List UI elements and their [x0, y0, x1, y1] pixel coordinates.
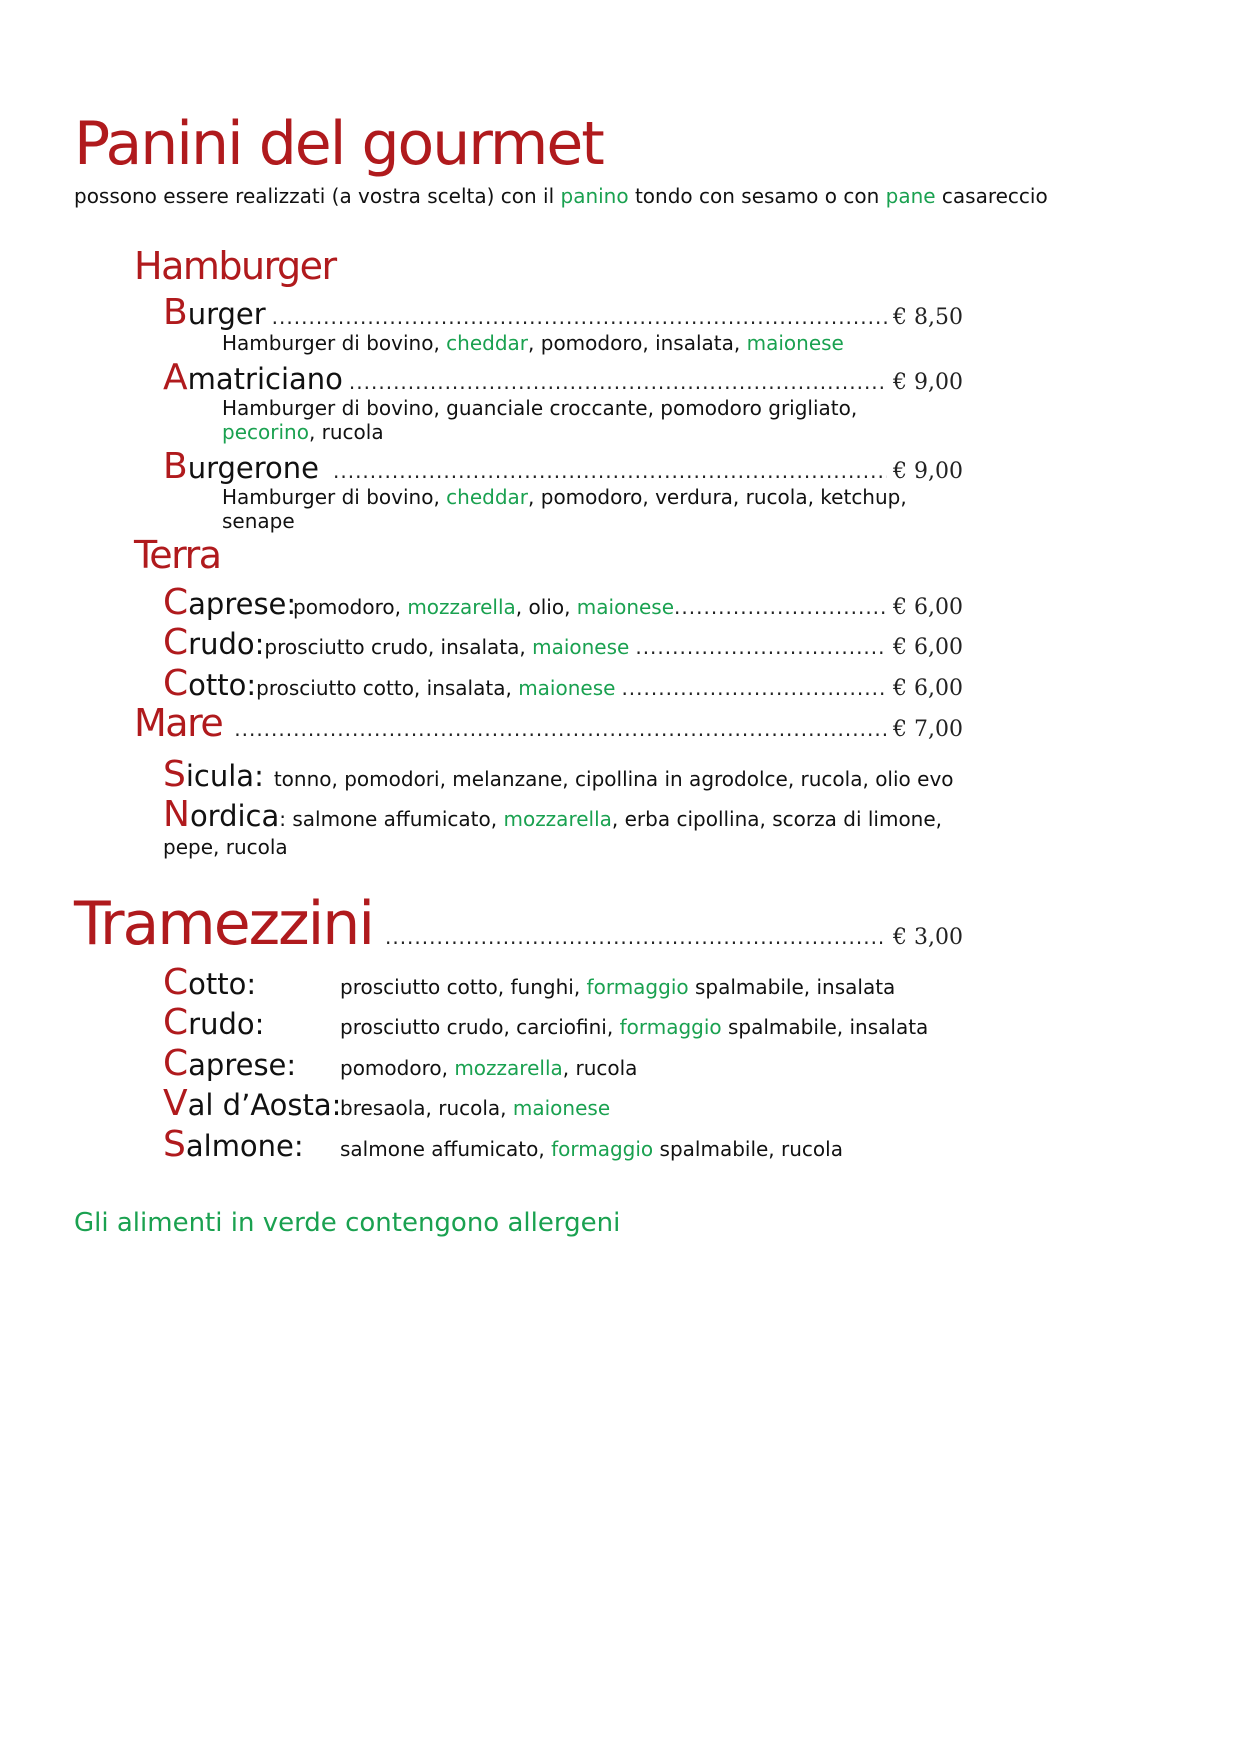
desc-text: , rucola: [562, 1056, 638, 1080]
item-initial: B: [163, 292, 188, 333]
desc-line: [222, 420, 857, 444]
desc-text: : salmone affumicato,: [279, 807, 504, 831]
item-name-rest: ordica: [189, 799, 280, 833]
section-title-mare: Mare: [134, 701, 223, 745]
subtitle-text: tondo con sesamo o con: [628, 184, 886, 208]
item-price: € 9,00: [893, 459, 963, 484]
item-name: [163, 1043, 340, 1084]
desc-text: prosciutto cotto, insalata,: [256, 676, 519, 700]
item-name: [163, 794, 279, 835]
desc-allergen: formaggio: [586, 975, 689, 999]
menu-item-cotto: [163, 663, 963, 704]
item-description: [340, 975, 895, 999]
dot-leader: [333, 459, 887, 483]
menu-item-burger: [163, 292, 963, 333]
desc-allergen: maionese: [518, 676, 616, 700]
item-price: € 7,00: [893, 717, 963, 742]
item-initial: C: [163, 663, 189, 704]
item-description: tonno, pomodori, melanzane, cipollina in agrodolce, rucola, olio evo: [273, 767, 954, 791]
item-description: [340, 1096, 610, 1120]
desc-text: spalmabile, insalata: [688, 975, 896, 999]
item-description-cont: pepe, rucola: [163, 835, 288, 859]
allergen-note: Gli alimenti in verde contengono allergeni: [74, 1208, 621, 1238]
item-name-rest: otto:: [188, 967, 257, 1001]
item-price: € 9,00: [893, 370, 963, 395]
item-description: [222, 331, 844, 355]
desc-text: , rucola: [308, 420, 384, 444]
dot-leader: [385, 925, 887, 949]
subtitle-allergen: panino: [560, 184, 629, 208]
desc-text: prosciutto crudo, insalata,: [264, 635, 533, 659]
item-name: [163, 582, 297, 623]
item-name: [163, 962, 340, 1003]
desc-line: Hamburger di bovino, guanciale croccante, pomodoro grigliato,: [222, 396, 858, 420]
subtitle-text: possono essere realizzati (a vostra scelta) con il: [74, 184, 561, 208]
item-price: € 3,00: [893, 925, 963, 950]
item-name: [163, 622, 264, 663]
item-description: [340, 1137, 843, 1161]
section-row-tramezzini: [74, 889, 963, 959]
desc-text: spalmabile, rucola: [653, 1137, 843, 1161]
desc-text: pomodoro,: [293, 595, 408, 619]
subtitle-allergen: pane: [885, 184, 936, 208]
item-description: [256, 676, 615, 700]
desc-allergen: pecorino: [222, 420, 309, 444]
desc-text: , pomodoro, verdura, rucola, ketchup,: [528, 485, 907, 509]
tramezzino-crudo: [163, 1002, 928, 1043]
item-name-rest: rudo:: [188, 627, 265, 661]
item-name: [163, 446, 319, 487]
item-description: [340, 1056, 637, 1080]
desc-allergen: mozzarella: [503, 807, 612, 831]
desc-line: senape: [222, 509, 295, 533]
desc-allergen: mozzarella: [454, 1056, 563, 1080]
dot-leader: [234, 717, 887, 741]
desc-text: , olio,: [515, 595, 577, 619]
item-name: [163, 754, 264, 795]
item-initial: C: [163, 1002, 189, 1043]
item-initial: C: [163, 622, 189, 663]
desc-text: Hamburger di bovino,: [222, 331, 447, 355]
item-description: [279, 807, 942, 831]
item-initial: V: [163, 1083, 188, 1124]
item-name: [163, 292, 266, 333]
desc-allergen: formaggio: [619, 1015, 722, 1039]
tramezzino-cotto: [163, 962, 895, 1003]
item-name: [163, 357, 343, 398]
page-title: Panini del gourmet: [74, 109, 603, 179]
section-title-hamburger: Hamburger: [134, 244, 336, 288]
item-name-rest: rudo:: [188, 1007, 265, 1041]
menu-item-burgerone: [163, 446, 963, 487]
desc-line: [222, 485, 907, 509]
section-title-terra: Terra: [134, 533, 221, 577]
item-price: € 6,00: [893, 595, 963, 620]
item-name-rest: almone:: [185, 1129, 304, 1163]
desc-text: pomodoro,: [340, 1056, 455, 1080]
desc-allergen: maionese: [746, 331, 844, 355]
item-name-rest: al d’Aosta:: [187, 1088, 342, 1122]
desc-allergen: cheddar: [446, 331, 529, 355]
desc-text: prosciutto crudo, carciofini,: [340, 1015, 620, 1039]
menu-item-sicula: [163, 754, 954, 795]
item-description: [293, 595, 674, 619]
section-title-tramezzini: Tramezzini: [74, 889, 373, 959]
menu-item-crudo: [163, 622, 963, 663]
tramezzino-val-daosta: [163, 1083, 610, 1124]
item-price: € 6,00: [893, 635, 963, 660]
dot-leader: [272, 305, 887, 329]
desc-allergen: maionese: [512, 1096, 611, 1120]
desc-text: spalmabile, insalata: [721, 1015, 929, 1039]
item-name-rest: icula:: [185, 759, 264, 793]
item-name: [163, 1002, 340, 1043]
item-name: [163, 1083, 340, 1124]
item-description: [222, 485, 907, 533]
desc-allergen: maionese: [532, 635, 630, 659]
dot-leader: [674, 595, 887, 619]
item-initial: N: [163, 794, 190, 835]
item-initial: C: [163, 582, 189, 623]
item-price: € 6,00: [893, 676, 963, 701]
item-name-rest: urger: [187, 297, 266, 331]
item-initial: A: [163, 357, 188, 398]
dot-leader: [635, 635, 887, 659]
desc-text: prosciutto cotto, funghi,: [340, 975, 587, 999]
desc-text: Hamburger di bovino,: [222, 485, 447, 509]
item-description: [264, 635, 629, 659]
item-initial: C: [163, 962, 189, 1003]
dot-leader: [621, 676, 887, 700]
desc-allergen: maionese: [576, 595, 675, 619]
tramezzino-salmone: [163, 1124, 843, 1165]
item-name-rest: aprese:: [188, 1048, 297, 1082]
desc-allergen: formaggio: [551, 1137, 654, 1161]
item-description: [340, 1015, 928, 1039]
item-price: € 8,50: [893, 305, 963, 330]
menu-item-amatriciano: [163, 357, 963, 398]
item-name-rest: aprese:: [188, 587, 297, 621]
desc-text: bresaola, rucola,: [340, 1096, 513, 1120]
desc-allergen: cheddar: [446, 485, 529, 509]
item-initial: C: [163, 1043, 189, 1084]
item-name-rest: matriciano: [187, 362, 343, 396]
section-row-mare: [134, 701, 963, 745]
item-name-rest: urgerone: [187, 451, 319, 485]
item-name: [163, 1124, 340, 1165]
item-initial: B: [163, 446, 188, 487]
item-name-rest: otto:: [188, 668, 257, 702]
page-subtitle: [74, 184, 1048, 208]
desc-text: , pomodoro, insalata,: [528, 331, 747, 355]
menu-item-caprese: [163, 582, 963, 623]
item-initial: S: [163, 1124, 186, 1165]
tramezzino-caprese: [163, 1043, 637, 1084]
desc-text: , erba cipollina, scorza di limone,: [611, 807, 943, 831]
subtitle-text: casareccio: [935, 184, 1048, 208]
item-initial: S: [163, 754, 186, 795]
menu-item-nordica: [163, 794, 942, 835]
item-name: [163, 663, 256, 704]
desc-text: salmone affumicato,: [340, 1137, 552, 1161]
item-description: [222, 396, 857, 444]
dot-leader: [349, 370, 887, 394]
desc-allergen: mozzarella: [407, 595, 516, 619]
